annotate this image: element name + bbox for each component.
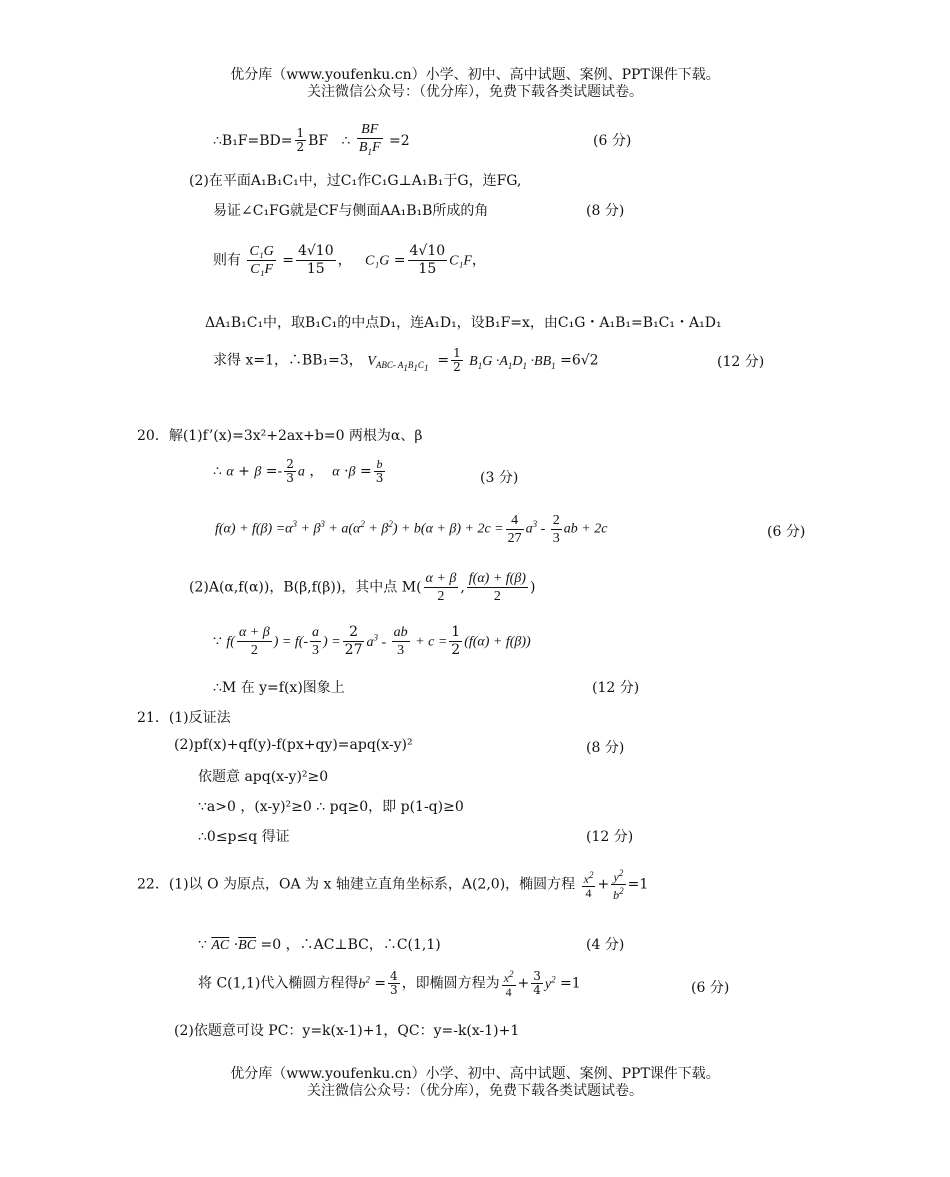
q22-line-4: (2)依题意可设 PC：y=k(x-1)+1，QC：y=-k(x-1)+1 xyxy=(174,1023,520,1039)
q20-conclusion: ∴M 在 y=f(x)图象上 xyxy=(213,680,345,696)
header-line-2: 关注微信公众号：（优分库），免费下载各类试题试卷。 xyxy=(307,84,643,100)
q22-score-2: (6 分) xyxy=(691,980,730,996)
q21-line-5: ∴0≤p≤q 得证 xyxy=(198,829,290,845)
footer-line-1: 优分库（www.youfenku.cn）小学、初中、高中试题、案例、PPT课件下载。 xyxy=(230,1066,720,1082)
q20-sum-product: ∴ α + β =- $\frac{2}{3}$ a ， α ·β = $\frac{b}{3}$ xyxy=(213,457,384,485)
header-line-1: 优分库（www.youfenku.cn）小学、初中、高中试题、案例、PPT课件下载。 xyxy=(230,67,720,83)
q20-score-1: (3 分) xyxy=(480,470,519,486)
q21-line-2: (2)pf(x)+qf(y)-f(px+qy)=apq(x-y)² xyxy=(174,737,413,753)
q20-part2: (2)A(α,f(α))，B(β,f(β))，其中点 M( $\frac{\alpha + \beta}{2}$ , $\frac{f(\alpha) + f(\beta)}{2}$ ) xyxy=(189,571,536,604)
q21-line-3: 依题意 apq(x-y)²≥0 xyxy=(198,769,329,785)
q19-line-4: ΔA₁B₁C₁中，取B₁C₁的中点D₁，连A₁D₁，设B₁F=x，由C₁G・A₁B₁=B₁C₁・A₁D₁ xyxy=(205,315,722,331)
q19-score-2: (8 分) xyxy=(586,203,625,219)
q22-line-3: 将 C(1,1)代入椭圆方程得$b^2$ = $\frac{4}{3}$ ，即椭圆方程为 $\frac{x^2}{4}$ + $\frac{3}{4}$ $y^2 =1$ xyxy=(198,969,581,999)
q22-line-2: ∵ $\overline{AC} \cdot\overline{BC} =0$ ，∴AC⊥BC，∴C(1,1) xyxy=(198,937,441,953)
q20-score-2: (6 分) xyxy=(767,524,806,540)
q21-line-4: ∵a>0 ，(x-y)²≥0 ∴ pq≥0，即 p(1-q)≥0 xyxy=(198,799,464,815)
q19-part2-line-2: 易证∠C₁FG就是CF与侧面AA₁B₁B所成的角 xyxy=(213,203,489,219)
footer-line-2: 关注微信公众号：（优分库），免费下载各类试题试卷。 xyxy=(307,1083,643,1099)
q21-score-1: (8 分) xyxy=(586,740,625,756)
q20-f-sum: $f(\alpha) + f(\beta) =\alpha^3 + \beta^3 + a(\alpha^2 + \beta^2) + b(\alpha + \beta) + 2c$ = $\frac{4}{27}$ $a^3$ - $\frac{2}{3}$ ab + 2c xyxy=(215,513,608,546)
q19-part2-line-1: (2)在平面A₁B₁C₁中，过C₁作C₁G⊥A₁B₁于G，连FG, xyxy=(189,173,522,189)
q19-score-3: (12 分) xyxy=(717,354,765,370)
q19-line-5: 求得 x=1，∴BB₁=3， $V_{ABC- A_1B_1C_1}$ = $\frac{1}{2}$ $B_1G \cdot A_1D_1 \cdot BB_1 =6√2$ xyxy=(213,346,599,374)
q20-line-1: 20．解(1)f’(x)=3x²+2ax+b=0 两根为α、β xyxy=(137,428,423,444)
q19-score-1: (6 分) xyxy=(593,133,632,149)
q20-score-3: (12 分) xyxy=(592,680,640,696)
q19-line-1: ∴B₁F=BD= $\frac{1}{2}$ BF ∴ $\frac{BF}{B_1F}$ =2 xyxy=(213,122,410,157)
q21-line-1: 21．(1)反证法 xyxy=(137,710,231,726)
q21-score-2: (12 分) xyxy=(586,829,634,845)
q22-line-1: 22．(1)以 O 为原点，OA 为 x 轴建立直角坐标系，A(2,0)，椭圆方程 $\frac{x^2}{4}$ + $\frac{y^2}{b^2}$ =1 xyxy=(137,868,649,902)
q19-ratio-line: 则有 $\frac{\text{C₁G}}{\text{C₁F}}$ = $\frac{4√10}{15}$ ， C₁G = $\frac{4√10}{15}$ C₁F， xyxy=(213,243,486,277)
q20-midpoint-eq: ∵ f( $\frac{\alpha + \beta}{2}$ ) = f(- $\frac{a}{3}$ ) = $\frac{2}{27}$ $a^3$ - $\frac{ab}{3}$ + c = $\frac{1}{2}$ (f(α) + f(β)) xyxy=(213,624,531,658)
q22-score-1: (4 分) xyxy=(586,937,625,953)
